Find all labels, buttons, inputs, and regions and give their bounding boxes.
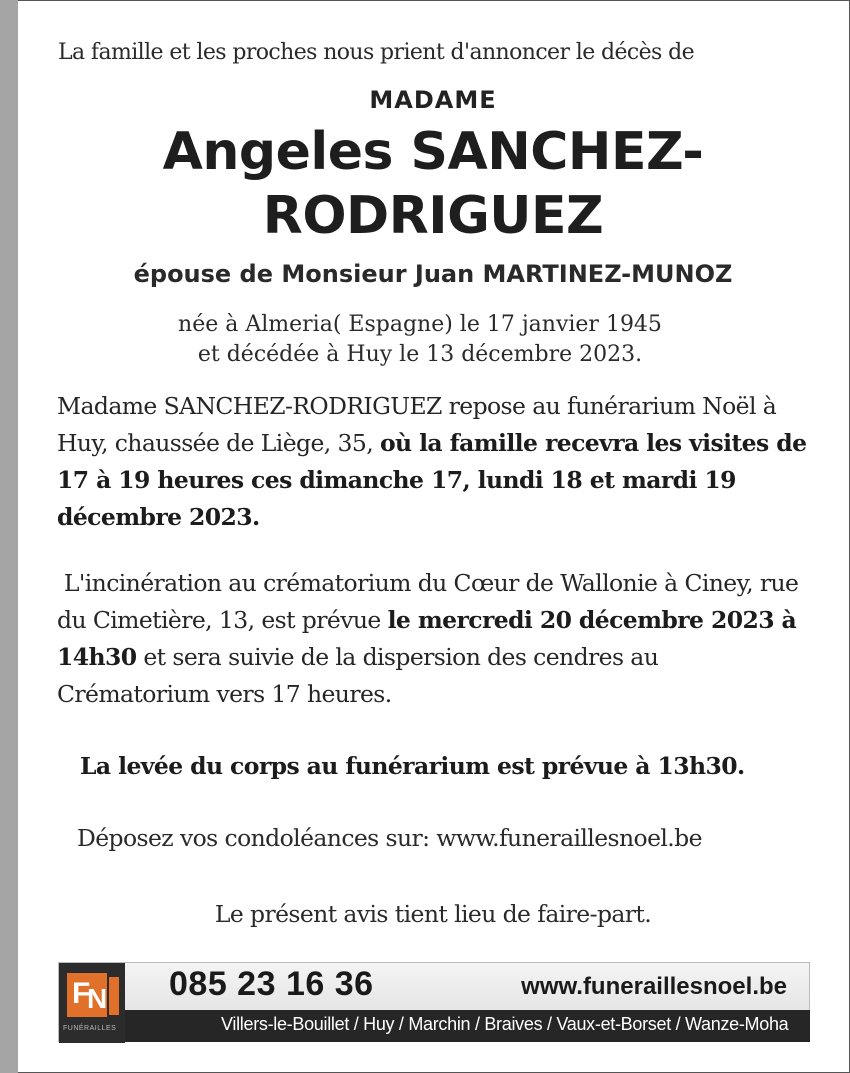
faire-part-line: Le présent avis tient lieu de faire-part. — [214, 900, 652, 928]
death-line: et décédée à Huy le 13 décembre 2023. — [197, 342, 643, 367]
birth-death-info — [0, 310, 840, 370]
title-madame: MADAME — [369, 86, 497, 114]
cremation-date: le mercredi 20 décembre 2023 à 14h30 — [57, 606, 797, 671]
intro-text: La famille et les proches nous prient d'annoncer le décès de — [58, 40, 695, 65]
cremation-paragraph — [57, 565, 817, 713]
funeral-home-logo — [59, 963, 125, 1043]
visiting-hours-text: où la famille recevra les visites de 17 à 19 heures ces dimanche 17, lundi 18 et mardi 19 décembre 2023. — [57, 429, 807, 531]
birth-line: née à Almeria( Espagne) le 17 janvier 1945 — [178, 312, 662, 337]
cremation-text: L'incinération au crématorium du Cœur de Wallonie à Ciney, rue du Cimetière, 13, est prévue — [57, 569, 799, 634]
levee-line: La levée du corps au funérarium est prévue à 13h30. — [80, 752, 745, 780]
locations-list: Villers-le-Bouillet / Huy / Marchin / Braives / Vaux-et-Borset / Wanze-Moha — [221, 1014, 789, 1034]
phone-number: 085 23 16 36 — [169, 965, 374, 1003]
funeral-home-banner — [58, 962, 810, 1042]
logo-mark-icon — [67, 973, 107, 1017]
funeral-home-paragraph — [57, 388, 817, 536]
funeral-home-text: Madame SANCHEZ-RODRIGUEZ repose au funérarium Noël à Huy, chaussée de Liège, 35, — [57, 392, 777, 457]
logo-side-stripe — [109, 977, 119, 1015]
deceased-name — [0, 120, 850, 248]
condolences-line: Déposez vos condoléances sur: www.funeraillesnoel.be — [77, 824, 702, 852]
spouse-line: épouse de Monsieur Juan MARTINEZ-MUNOZ — [133, 260, 733, 288]
logo-letter-f: F — [72, 977, 91, 1010]
locations-bar — [125, 1010, 810, 1042]
logo-caption: FUNÉRAILLES — [63, 1025, 117, 1032]
deceased-name-line1: Angeles SANCHEZ- — [162, 122, 704, 182]
logo-letter-n: N — [87, 983, 108, 1014]
dispersion-text: et sera suivie de la dispersion des cendres au Crématorium vers 17 heures. — [57, 643, 659, 708]
website-address: www.funeraillesnoel.be — [521, 973, 787, 1000]
deceased-name-line2: RODRIGUEZ — [262, 186, 604, 246]
